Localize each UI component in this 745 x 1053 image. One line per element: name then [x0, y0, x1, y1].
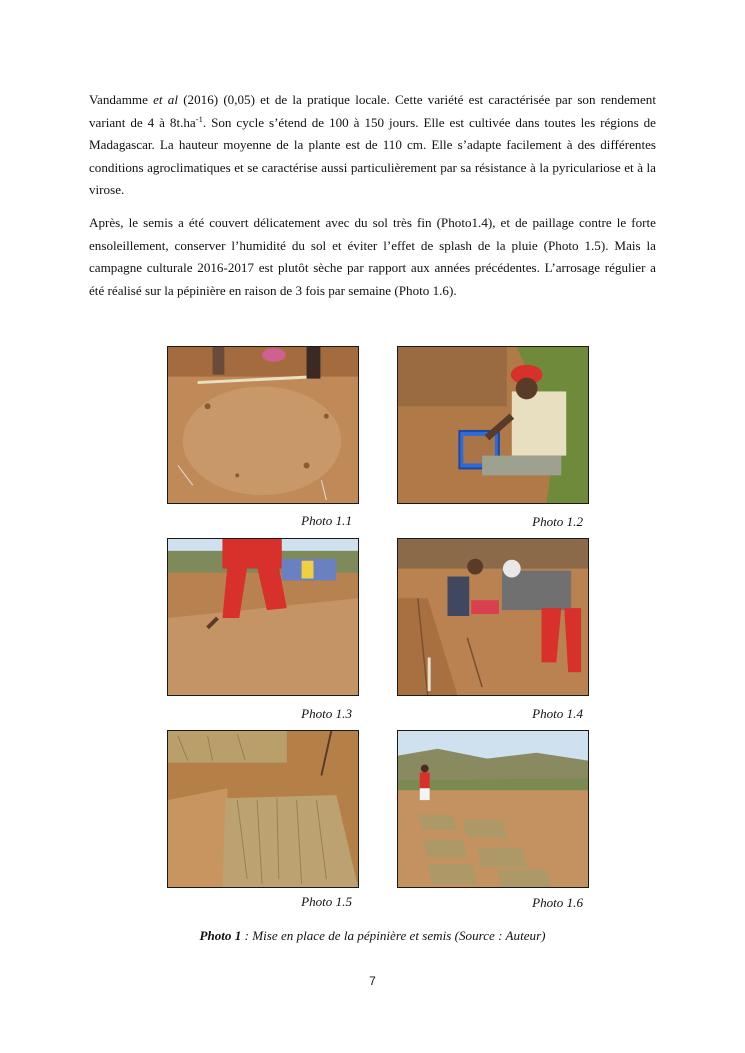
- superscript: -1: [195, 113, 203, 124]
- photo-1-5-caption: Photo 1.5: [301, 894, 352, 909]
- photo-1-1-image: [167, 346, 359, 504]
- body-paragraph-1: [89, 89, 656, 202]
- paragraph-text: Vandamme: [89, 92, 154, 107]
- figure-caption: [0, 927, 745, 945]
- paragraph-text: . Son cycle s’étend de 100 à 150 jours. Elle est cultivée dans toutes les régions de Madagascar. La hauteur moyenne de la plante est de 110 cm. Elle s’adapte facilement à des différentes conditions agroclimatiques et se caractérise aussi particulièrement par sa résistance à la pyriculariose et à la virose.: [89, 114, 656, 197]
- photo-1-2-caption: Photo 1.2: [532, 514, 583, 529]
- etal-italic: et al: [153, 92, 178, 107]
- page-number: 7: [369, 974, 376, 988]
- photo-1-4-caption: Photo 1.4: [532, 706, 583, 721]
- photo-1-5-image: [167, 730, 359, 888]
- photo-1-6-caption: Photo 1.6: [532, 895, 583, 910]
- photo-1-6-image: [397, 730, 589, 888]
- photo-1-4-image: [397, 538, 589, 696]
- photo-1-3-image: [167, 538, 359, 696]
- paragraph-text: (2016) (0,05) et de la pratique locale. Cette variété est caractérisée par son rendement variant de 4 à 8t.ha: [89, 92, 656, 130]
- body-paragraph-2: Après, le semis a été couvert délicatement avec du sol très fin (Photo1.4), et de paillage contre le forte ensoleillement, conserver l’humidité du sol et éviter l’effet de splash de la pluie (Photo 1.5). Mais la campagne culturale 2016-2017 est plutôt sèche par rapport aux années précédentes. L’arrosage régulier a été réalisé sur la pépinière en raison de 3 fois par semaine (Photo 1.6).: [89, 215, 656, 298]
- photo-1-1-caption: Photo 1.1: [301, 513, 352, 528]
- figure-caption-label: Photo 1: [199, 928, 242, 943]
- photo-1-3-caption: Photo 1.3: [301, 706, 352, 721]
- photo-1-2-image: [397, 346, 589, 504]
- figure-caption-text: : Mise en place de la pépinière et semis (Source : Auteur): [241, 928, 546, 943]
